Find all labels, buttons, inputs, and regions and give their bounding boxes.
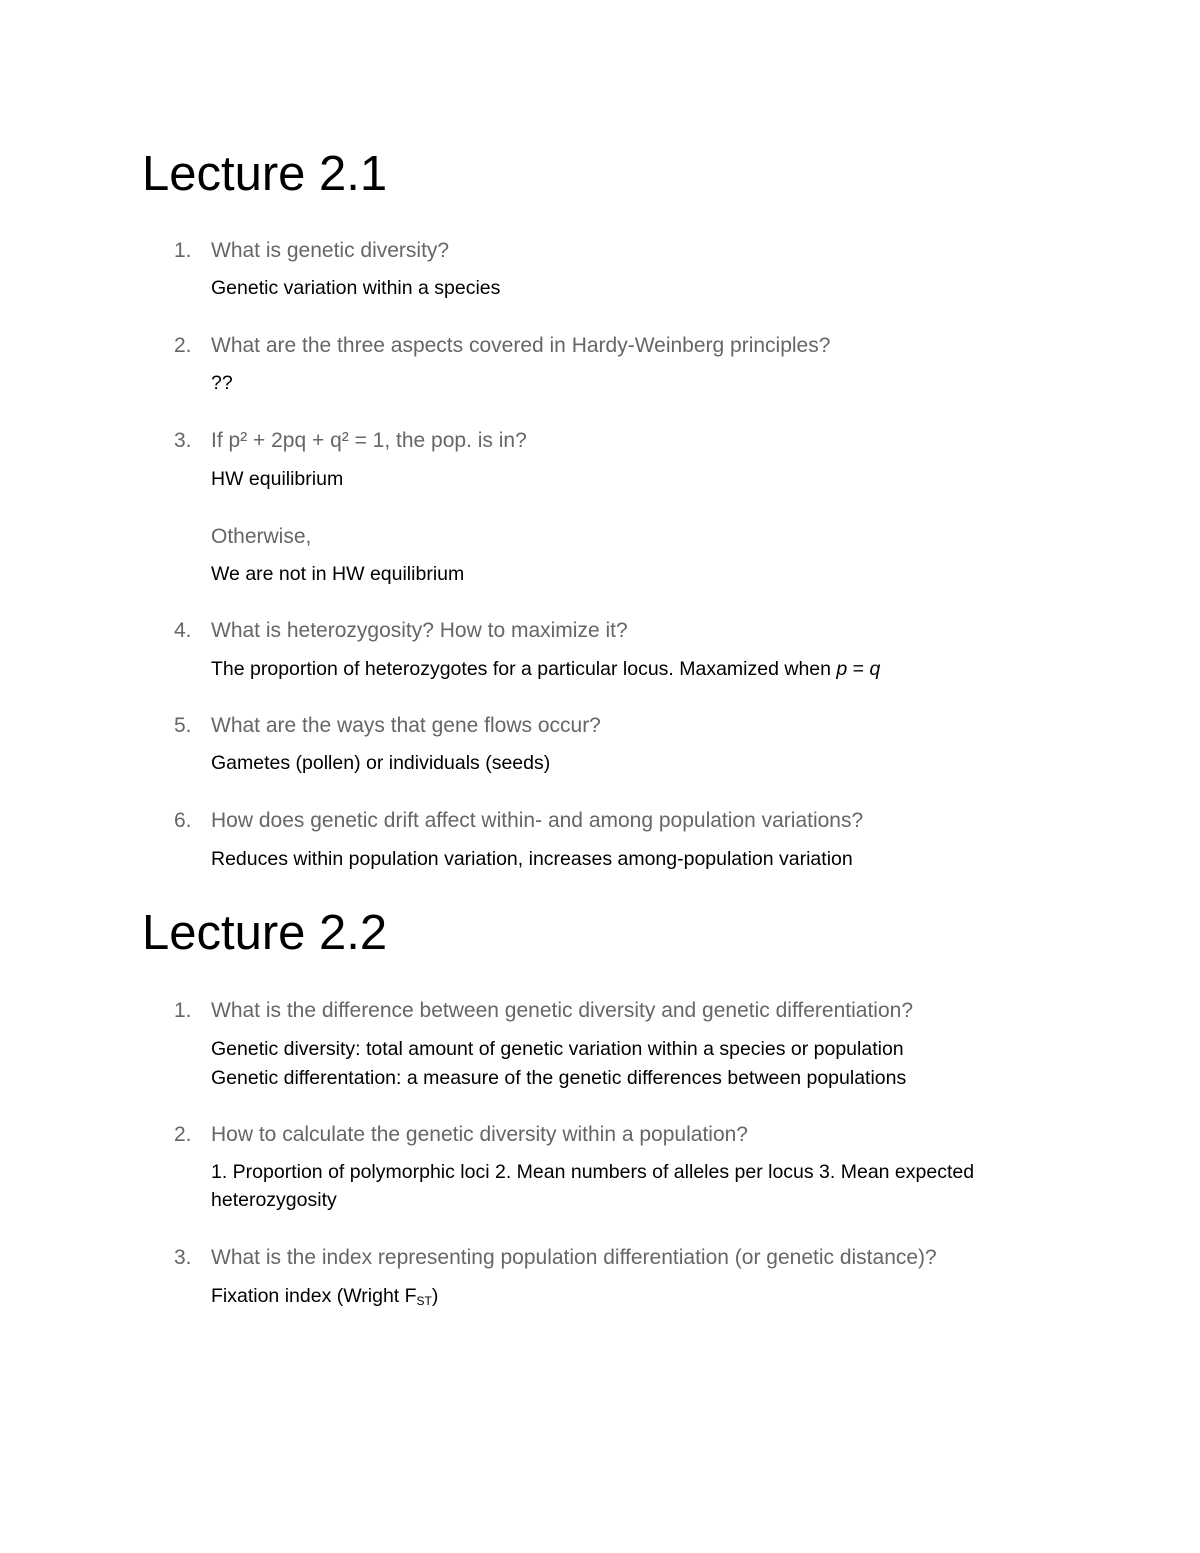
question-number: 3. [174,429,192,452]
answer-text: Gametes (pollen) or individuals (seeds) [211,752,551,774]
question-text: What are the ways that gene flows occur? [211,714,601,737]
question-number: 1. [174,999,192,1022]
answer-text-close: ) [431,1285,439,1307]
answer-text [211,655,880,683]
question-number: 2. [174,334,192,357]
followup-question-text: Otherwise, [211,525,312,548]
answer-text-main: The proportion of heterozygotes for a particular locus. Maxamized when [211,658,837,680]
question-text: What is heterozygosity? How to maximize it? [211,619,628,642]
answer-text: Genetic variation within a species [211,277,501,299]
question-text: If p² + 2pq + q² = 1, the pop. is in? [211,429,527,452]
answer-text: ?? [211,372,233,394]
answer-text: HW equilibrium [211,468,344,490]
followup-answer-text: We are not in HW equilibrium [211,563,465,585]
equals-sign: = [847,658,870,680]
question-text: How does genetic drift affect within- and among population variations? [211,809,864,832]
question-number: 2. [174,1123,192,1146]
question-text: What is the index representing population differentiation (or genetic distance)? [211,1246,937,1269]
variable-q: q [869,658,881,680]
lecture-2-1-heading: Lecture 2.1 [142,147,388,201]
question-number: 6. [174,809,192,832]
question-text: What is the difference between genetic diversity and genetic differentiation? [211,999,913,1022]
variable-p: p [836,658,848,680]
question-text: How to calculate the genetic diversity within a population? [211,1123,748,1146]
question-text: What are the three aspects covered in Hardy-Weinberg principles? [211,334,831,357]
subscript-st: ST [416,1294,432,1308]
question-text: What is genetic diversity? [211,239,450,262]
answer-text [211,1282,438,1310]
lecture-2-2-heading: Lecture 2.2 [142,906,388,960]
answer-line-1: Genetic diversity: total amount of genetic variation within a species or population [211,1038,904,1060]
answer-text: Reduces within population variation, increases among-population variation [211,848,853,870]
question-number: 5. [174,714,192,737]
answer-text-main: Fixation index (Wright F [211,1285,417,1307]
question-number: 4. [174,619,192,642]
answer-text: 1. Proportion of polymorphic loci 2. Mean numbers of alleles per locus 3. Mean expected heterozygosity [211,1161,975,1211]
question-number: 1. [174,239,192,262]
answer-line-2: Genetic differentation: a measure of the genetic differences between populations [211,1067,907,1089]
question-number: 3. [174,1246,192,1269]
